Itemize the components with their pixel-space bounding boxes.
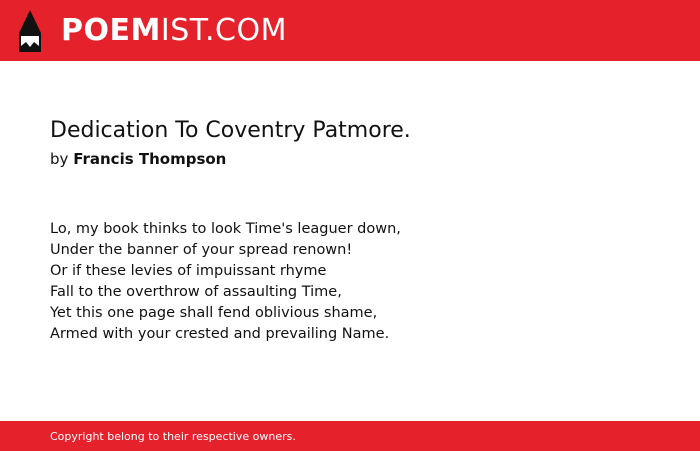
site-header: [0, 0, 700, 61]
poem-line: Fall to the overthrow of assaulting Time,: [50, 284, 342, 300]
site-footer: [0, 421, 700, 451]
poem-line: Armed with your crested and prevailing Name.: [50, 326, 390, 342]
logo-wordmark-light: IST.COM: [160, 13, 287, 48]
poem-line: Or if these levies of impuissant rhyme: [50, 263, 327, 279]
poem-heading: [50, 116, 670, 170]
poem-title: Dedication To Coventry Patmore.: [50, 118, 411, 143]
author-link[interactable]: Francis Thompson: [73, 150, 227, 168]
poem-line: Lo, my book thinks to look Time's leaguer down,: [50, 221, 401, 237]
site-logo[interactable]: [17, 9, 287, 53]
poem-line: Yet this one page shall fend oblivious shame,: [50, 305, 378, 321]
by-label: by: [50, 150, 69, 168]
copyright-notice: Copyright belong to their respective owners.: [50, 430, 296, 443]
poem-byline: [50, 148, 670, 170]
poem-body: [50, 219, 670, 345]
pencil-icon: [17, 9, 43, 53]
poem-line: Under the banner of your spread renown!: [50, 242, 353, 258]
logo-wordmark-bold: POEM: [61, 13, 161, 48]
logo-wordmark: [61, 9, 287, 53]
